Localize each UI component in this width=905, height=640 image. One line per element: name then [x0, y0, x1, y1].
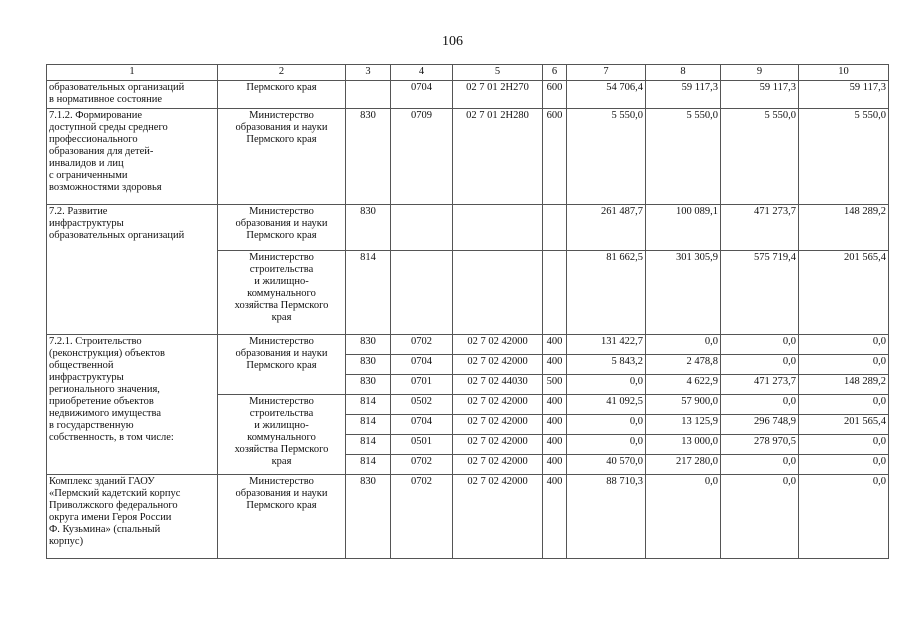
admin-code-cell: [346, 81, 391, 109]
amount-col-10: 0,0: [799, 335, 889, 355]
header-col-1: 1: [47, 65, 218, 81]
table-row: [47, 205, 889, 251]
header-col-10: 10: [799, 65, 889, 81]
admin-code-cell: 814: [346, 395, 391, 415]
header-col-5: 5: [453, 65, 543, 81]
amount-col-8: 0,0: [646, 335, 721, 355]
amount-col-7: 0,0: [567, 415, 646, 435]
expense-type-cell: 400: [543, 335, 567, 355]
target-article-cell: 02 7 02 44030: [453, 375, 543, 395]
admin-code-cell: 830: [346, 475, 391, 559]
target-article-cell: 02 7 02 42000: [453, 415, 543, 435]
amount-col-7: 5 550,0: [567, 109, 646, 205]
admin-code-cell: 830: [346, 335, 391, 355]
amount-col-8: 100 089,1: [646, 205, 721, 251]
program-cell: 7.2.1. Строительство (реконструкция) объектов общественной инфраструктуры регионального значения, приобретение объектов недвижимого имущества в государственную собственность, в том числе:: [47, 335, 218, 475]
amount-col-9: 278 970,5: [721, 435, 799, 455]
amount-col-9: 5 550,0: [721, 109, 799, 205]
amount-col-8: 13 125,9: [646, 415, 721, 435]
table-row: [47, 81, 889, 109]
expense-type-cell: 400: [543, 415, 567, 435]
administrator-cell: Министерство образования и науки Пермского края: [218, 205, 346, 251]
target-article-cell: 02 7 01 2Н270: [453, 81, 543, 109]
amount-col-7: 40 570,0: [567, 455, 646, 475]
header-col-8: 8: [646, 65, 721, 81]
admin-code-cell: 814: [346, 415, 391, 435]
amount-col-9: 0,0: [721, 355, 799, 375]
admin-code-cell: 830: [346, 205, 391, 251]
amount-col-7: 261 487,7: [567, 205, 646, 251]
table-row: [47, 335, 889, 355]
amount-col-8: 59 117,3: [646, 81, 721, 109]
admin-code-cell: 830: [346, 109, 391, 205]
expense-type-cell: 500: [543, 375, 567, 395]
administrator-cell: Министерство образования и науки Пермского края: [218, 335, 346, 395]
amount-col-7: 131 422,7: [567, 335, 646, 355]
header-col-6: 6: [543, 65, 567, 81]
amount-col-7: 41 092,5: [567, 395, 646, 415]
target-article-cell: [453, 205, 543, 251]
administrator-cell: Министерство строительства и жилищно- коммунального хозяйства Пермского края: [218, 395, 346, 475]
administrator-cell: Министерство образования и науки Пермского края: [218, 109, 346, 205]
amount-col-8: 0,0: [646, 475, 721, 559]
table-row: [47, 109, 889, 205]
section-code-cell: [391, 205, 453, 251]
header-col-2: 2: [218, 65, 346, 81]
amount-col-7: 54 706,4: [567, 81, 646, 109]
program-cell: образовательных организаций в нормативное состояние: [47, 81, 218, 109]
expense-type-cell: [543, 205, 567, 251]
target-article-cell: 02 7 02 42000: [453, 435, 543, 455]
amount-col-10: 201 565,4: [799, 415, 889, 435]
header-col-7: 7: [567, 65, 646, 81]
amount-col-9: 296 748,9: [721, 415, 799, 435]
amount-col-8: 2 478,8: [646, 355, 721, 375]
program-cell: 7.2. Развитие инфраструктуры образовательных организаций: [47, 205, 218, 335]
amount-col-7: 88 710,3: [567, 475, 646, 559]
target-article-cell: [453, 251, 543, 335]
section-code-cell: 0702: [391, 455, 453, 475]
amount-col-10: 148 289,2: [799, 205, 889, 251]
target-article-cell: 02 7 02 42000: [453, 355, 543, 375]
amount-col-9: 0,0: [721, 455, 799, 475]
amount-col-10: 0,0: [799, 475, 889, 559]
amount-col-10: 5 550,0: [799, 109, 889, 205]
expense-type-cell: 400: [543, 395, 567, 415]
amount-col-10: 201 565,4: [799, 251, 889, 335]
target-article-cell: 02 7 02 42000: [453, 335, 543, 355]
target-article-cell: 02 7 02 42000: [453, 475, 543, 559]
expense-type-cell: 400: [543, 475, 567, 559]
program-cell: Комплекс зданий ГАОУ «Пермский кадетский корпус Приволжского федерального округа имени Героя России Ф. Кузьмина» (спальный корпус): [47, 475, 218, 559]
amount-col-9: 471 273,7: [721, 205, 799, 251]
amount-col-8: 13 000,0: [646, 435, 721, 455]
expense-type-cell: [543, 251, 567, 335]
expense-type-cell: 400: [543, 455, 567, 475]
admin-code-cell: 814: [346, 435, 391, 455]
section-code-cell: 0704: [391, 81, 453, 109]
amount-col-10: 0,0: [799, 435, 889, 455]
amount-col-10: 148 289,2: [799, 375, 889, 395]
amount-col-9: 575 719,4: [721, 251, 799, 335]
admin-code-cell: 830: [346, 375, 391, 395]
amount-col-8: 5 550,0: [646, 109, 721, 205]
amount-col-7: 81 662,5: [567, 251, 646, 335]
amount-col-7: 0,0: [567, 375, 646, 395]
amount-col-8: 217 280,0: [646, 455, 721, 475]
section-code-cell: 0704: [391, 355, 453, 375]
amount-col-8: 4 622,9: [646, 375, 721, 395]
admin-code-cell: 814: [346, 251, 391, 335]
administrator-cell: Пермского края: [218, 81, 346, 109]
section-code-cell: 0704: [391, 415, 453, 435]
section-code-cell: 0702: [391, 335, 453, 355]
amount-col-10: 0,0: [799, 355, 889, 375]
admin-code-cell: 814: [346, 455, 391, 475]
amount-col-9: 0,0: [721, 475, 799, 559]
section-code-cell: 0502: [391, 395, 453, 415]
amount-col-10: 59 117,3: [799, 81, 889, 109]
expense-type-cell: 600: [543, 81, 567, 109]
section-code-cell: [391, 251, 453, 335]
header-col-9: 9: [721, 65, 799, 81]
amount-col-10: 0,0: [799, 455, 889, 475]
expense-type-cell: 600: [543, 109, 567, 205]
header-col-3: 3: [346, 65, 391, 81]
expense-type-cell: 400: [543, 355, 567, 375]
amount-col-8: 301 305,9: [646, 251, 721, 335]
program-cell: 7.1.2. Формирование доступной среды среднего профессионального образования для детей- инвалидов и лиц с ограниченными возможностями здоровья: [47, 109, 218, 205]
budget-table: [46, 64, 889, 559]
amount-col-7: 0,0: [567, 435, 646, 455]
expense-type-cell: 400: [543, 435, 567, 455]
admin-code-cell: 830: [346, 355, 391, 375]
section-code-cell: 0701: [391, 375, 453, 395]
amount-col-10: 0,0: [799, 395, 889, 415]
amount-col-7: 5 843,2: [567, 355, 646, 375]
amount-col-9: 471 273,7: [721, 375, 799, 395]
section-code-cell: 0702: [391, 475, 453, 559]
section-code-cell: 0709: [391, 109, 453, 205]
amount-col-9: 0,0: [721, 335, 799, 355]
administrator-cell: Министерство строительства и жилищно- коммунального хозяйства Пермского края: [218, 251, 346, 335]
amount-col-9: 0,0: [721, 395, 799, 415]
page-number: 106: [442, 34, 463, 49]
administrator-cell: Министерство образования и науки Пермского края: [218, 475, 346, 559]
header-col-4: 4: [391, 65, 453, 81]
target-article-cell: 02 7 01 2Н280: [453, 109, 543, 205]
header-row: [47, 65, 889, 81]
amount-col-8: 57 900,0: [646, 395, 721, 415]
target-article-cell: 02 7 02 42000: [453, 395, 543, 415]
target-article-cell: 02 7 02 42000: [453, 455, 543, 475]
table-row: [47, 475, 889, 559]
section-code-cell: 0501: [391, 435, 453, 455]
amount-col-9: 59 117,3: [721, 81, 799, 109]
